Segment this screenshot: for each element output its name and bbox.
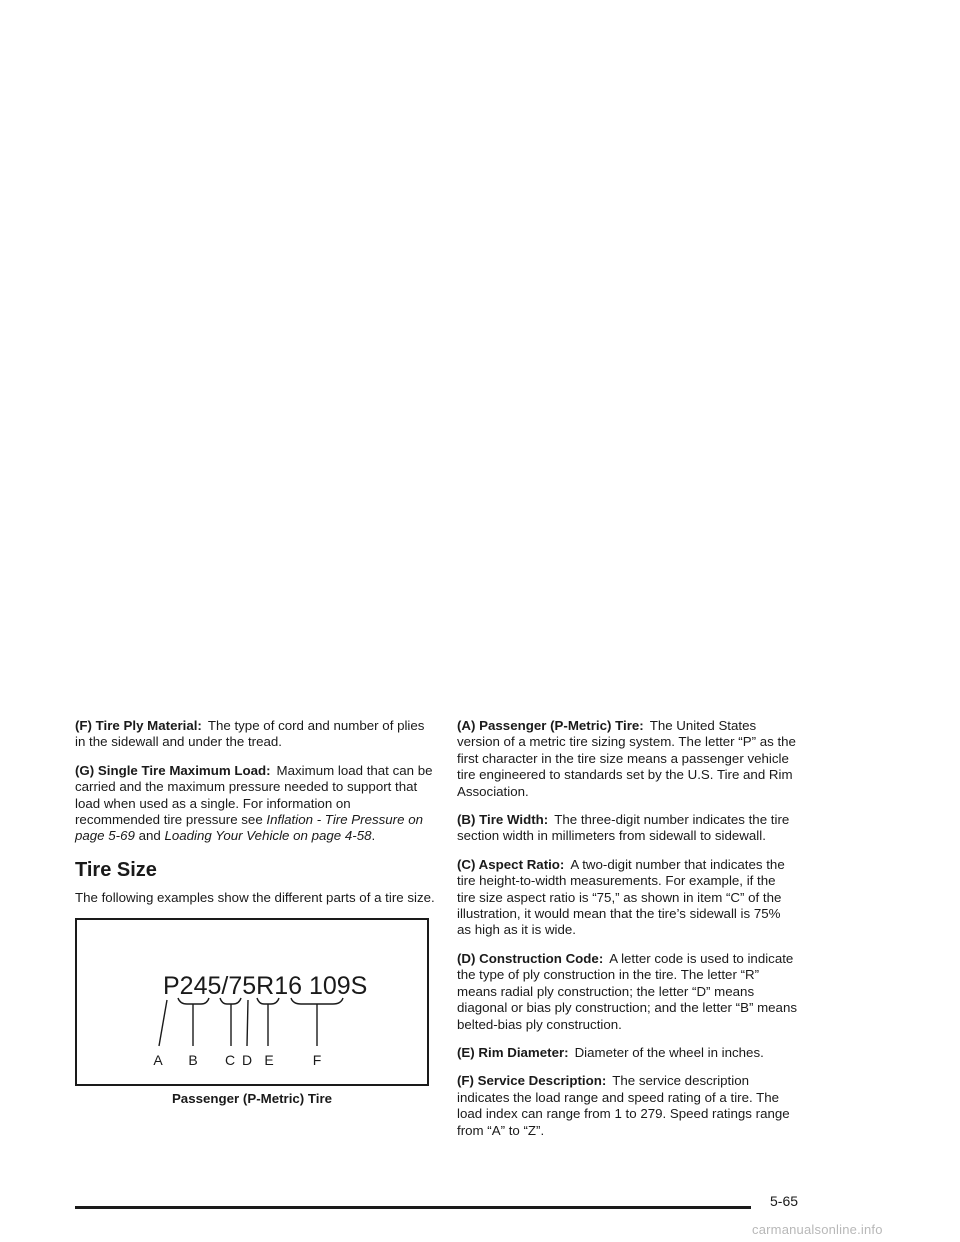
definition-text: A letter code is used to indicate the type of ply construction in the tire. The letter “R” means radial ply construction; the letter “D” means diagonal or bias ply construction; and the letter “B” means belted-bias ply construction. <box>457 950 797 1032</box>
definition-text: The United States version of a metric tire sizing system. The letter “P” as the first character in the tire size means a passenger vehicle tire engineered to standards set by the U.S. Tire and Rim Association. <box>457 718 796 799</box>
definition-text: A two-digit number that indicates the tire height-to-width measurements. For example, if the tire size aspect ratio is “75,” as shown in item “C” of the illustration, it would mean that the tire’s sidewall is 75% as high as it is wide. <box>457 856 785 938</box>
label-a: A <box>153 1052 163 1069</box>
tire-size-diagram <box>77 920 427 1084</box>
max-load-label: (G) Single Tire Maximum Load: <box>75 762 271 778</box>
label-d: D <box>241 1052 253 1069</box>
section-title: Tire Size <box>75 858 157 881</box>
callout-line-a <box>159 1000 167 1046</box>
definition-label: (E) Rim Diameter: <box>457 1044 569 1060</box>
definition-text: Diameter of the wheel in inches. <box>574 1044 764 1060</box>
label-e: E <box>264 1052 274 1069</box>
definition-label: (A) Passenger (P-Metric) Tire: <box>457 718 644 733</box>
tire-size-code: P245/75R16 109S <box>163 972 368 1001</box>
definition-label: (C) Aspect Ratio: <box>457 856 565 872</box>
callout-lines <box>159 998 343 1046</box>
definition-label: (F) Service Description: <box>457 1073 607 1089</box>
max-load-paragraph <box>75 763 435 845</box>
loading-reference-link[interactable]: Loading Your Vehicle on page 4-58 <box>164 828 372 844</box>
max-load-text-3: . <box>371 828 376 844</box>
ply-material-label: (F) Tire Ply Material: <box>75 718 202 733</box>
label-b: B <box>188 1052 198 1069</box>
callout-line-d <box>247 1000 248 1046</box>
definition-text: The service description indicates the load range and speed rating of a tire. The load index can range from 1 to 279. Speed ratings range from “A” to “Z”. <box>457 1073 790 1138</box>
tire-size-figure <box>75 918 429 1086</box>
max-load-text-1: Maximum load that can be carried and the maximum pressure needed to support that load when used as a single. For information on recommended tire pressure see <box>75 762 433 828</box>
right-column <box>457 718 797 1151</box>
definition-label: (D) Construction Code: <box>457 950 604 966</box>
definition-text: The three-digit number indicates the tire section width in millimeters from sidewall to sidewall. <box>457 812 790 844</box>
definition-label: (B) Tire Width: <box>457 812 549 828</box>
watermark: carmanualsonline.info <box>752 1222 883 1237</box>
footer-rule <box>75 1206 751 1209</box>
page-number: 5-65 <box>770 1193 799 1209</box>
tire-size-intro: The following examples show the different parts of a tire size. <box>75 889 435 905</box>
definition-construction-code <box>457 951 797 1033</box>
definition-passenger-tire <box>457 718 797 800</box>
definition-tire-width <box>457 812 797 845</box>
max-load-text-2: and <box>134 828 165 844</box>
definition-aspect-ratio <box>457 857 797 939</box>
definition-service-description <box>457 1073 797 1139</box>
figure-caption: Passenger (P-Metric) Tire <box>171 1091 333 1107</box>
left-column <box>75 718 435 1108</box>
inflation-reference-link[interactable]: Inflation - Tire Pressure on page 5-69 <box>75 812 423 844</box>
definition-rim-diameter <box>457 1045 797 1061</box>
ply-material-text: The type of cord and number of plies in the sidewall and under the tread. <box>75 718 425 750</box>
ply-material-paragraph <box>75 718 435 751</box>
label-f: F <box>312 1052 322 1069</box>
label-c: C <box>224 1052 236 1069</box>
